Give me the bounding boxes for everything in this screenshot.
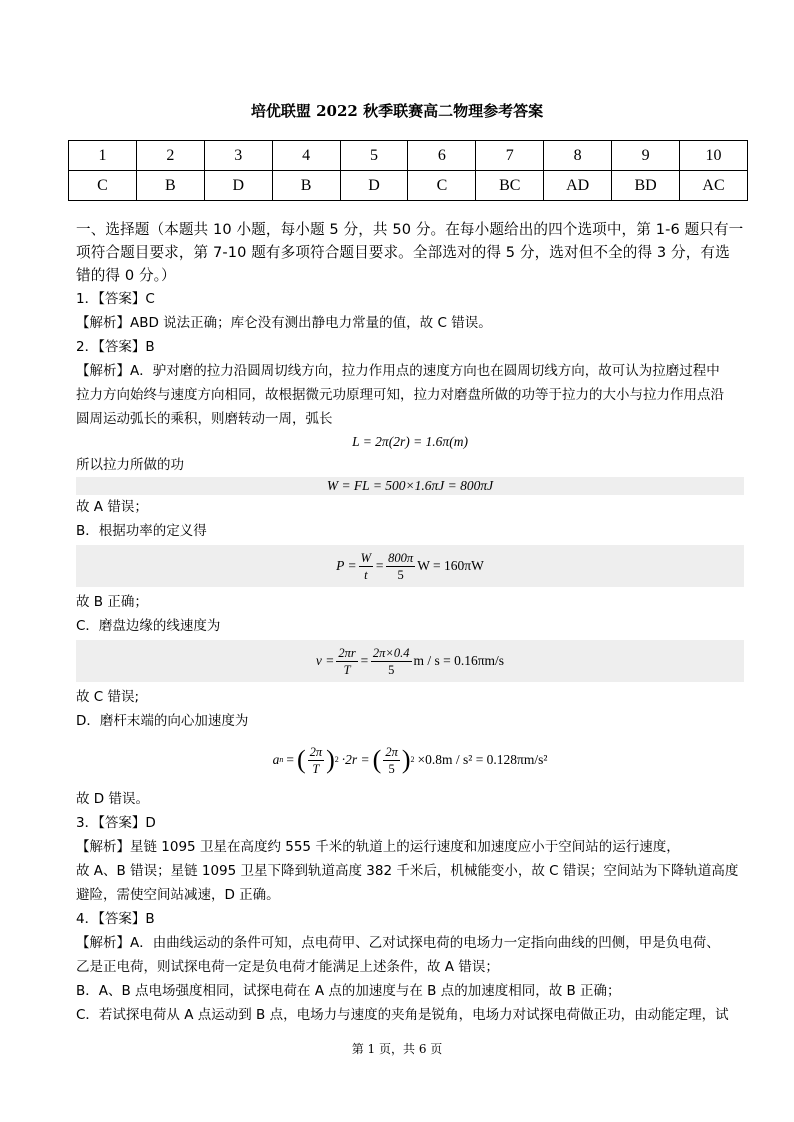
table-cell: BD [612,171,680,201]
q2-a-conclusion: 故 A 错误； [76,499,148,515]
q1-answer-heading: 1．【答案】C [76,291,155,307]
fraction: $\frac{800\pi}{5}$ [388,550,414,582]
equation-power: P = $\frac{W}{t}$ = $\frac{800\pi}{5}$ W = 160πW [76,545,744,587]
fraction: $\frac{2\pi\times 0.4}{5}$ [372,645,410,677]
q4-analysis-line: 乙是正电荷，则试探电荷一定是负电荷才能满足上述条件，故 A 错误； [76,959,499,975]
table-cell: C [408,171,476,201]
table-cell: D [340,171,408,201]
q3-answer-heading: 3．【答案】D [76,815,156,831]
q2-analysis-line: 【解析】A．驴对磨的拉力沿圆周切线方向，拉力作用点的速度方向也在圆周切线方向，故可认为拉磨过程中 [76,363,720,379]
q2-b-text: B．根据功率的定义得 [76,523,207,539]
table-cell: 3 [204,141,272,171]
q4-analysis-line: 【解析】A．由曲线运动的条件可知，点电荷甲、乙对试探电荷的电场力一定指向曲线的凹侧，甲是负电荷、 [76,935,720,951]
table-cell: AD [544,171,612,201]
table-cell: AC [680,171,748,201]
table-cell: 8 [544,141,612,171]
document-body [76,218,744,1027]
table-cell: 6 [408,141,476,171]
section-intro: 一、选择题（本题共 10 小题，每小题 5 分，共 50 分。在每小题给出的四个选项中，第 1-6 题只有一项符合题目要求，第 7-10 题有多项符合题目要求。全部选对的得 5 分，选对但不全的得 3 分，有选错的得 0 分。） [76,221,744,284]
q2-c-text: C．磨盘边缘的线速度为 [76,618,221,634]
table-cell: C [69,171,137,201]
table-row-numbers [69,141,748,171]
answer-table [68,140,748,201]
equation-work: W = FL = 500×1.6πJ = 800πJ [76,477,744,495]
table-cell: BC [476,171,544,201]
fraction: $\frac{2\pi}{T}$ [309,744,323,776]
q3-analysis-line: 避险，需使空间站减速，D 正确。 [76,887,280,903]
q2-d-conclusion: 故 D 错误。 [76,791,149,807]
q2-d-text: D．磨杆末端的向心加速度为 [76,713,249,729]
q2-c-conclusion: 故 C 错误; [76,689,140,705]
q2-answer-heading: 2．【答案】B [76,339,155,355]
q3-analysis-line: 【解析】星链 1095 卫星在高度约 555 千米的轨道上的运行速度和加速度应小于空间站的运行速度， [76,839,680,855]
equation-arc-length: L = 2π(2r) = 1.6π(m) [352,434,468,449]
q1-analysis: 【解析】ABD 说法正确；库仑没有测出静电力常量的值，故 C 错误。 [76,315,492,331]
page-footer: 第 1 页，共 6 页 [351,1042,443,1056]
fraction: $\frac{2\pi r}{T}$ [338,645,356,677]
fraction: $\frac{2\pi}{5}$ [385,744,398,776]
table-cell: 2 [136,141,204,171]
table-cell: B [272,171,340,201]
table-cell: 9 [612,141,680,171]
table-cell: 7 [476,141,544,171]
equation-velocity: v = $\frac{2\pi r}{T}$ = $\frac{2\pi\times 0.4}{5}$ m / s = 0.16πm/s [76,640,744,682]
q4-answer-heading: 4．【答案】B [76,911,155,927]
table-cell: 4 [272,141,340,171]
fraction: $\frac{W}{t}$ [360,550,372,582]
table-cell: 1 [69,141,137,171]
equation-acceleration: a n = ( $\frac{2\pi}{T}$ ) 2 ·2r = ( $\frac{2\pi}{5}$ ) 2 ×0.8m / s² = 0.128πm/s² [272,744,548,776]
q3-analysis-line: 故 A、B 错误；星链 1095 卫星下降到轨道高度 382 千米后，机械能变小，故 C 错误；空间站为下降轨道高度 [76,863,739,879]
q4-analysis-line: C．若试探电荷从 A 点运动到 B 点，电场力与速度的夹角是锐角，电场力对试探电荷做正功，由动能定理，试 [76,1007,729,1023]
table-row-answers [69,171,748,201]
table-cell: 5 [340,141,408,171]
q2-work-text: 所以拉力所做的功 [76,457,184,473]
q2-b-conclusion: 故 B 正确； [76,594,148,610]
q2-analysis-line: 拉力方向始终与速度方向相同，故根据微元功原理可知，拉力对磨盘所做的功等于拉力的大小与拉力作用点沿 [76,387,724,403]
table-cell: 10 [680,141,748,171]
q2-analysis-line: 圆周运动弧长的乘积，则磨转动一周，弧长 [76,411,333,427]
table-cell: D [204,171,272,201]
page-title: 培优联盟 2022 秋季联赛高二物理参考答案 [250,102,544,120]
q4-analysis-line: B．A、B 点电场强度相同，试探电荷在 A 点的加速度与在 B 点的加速度相同，故 B 正确； [76,983,621,999]
table-cell: B [136,171,204,201]
